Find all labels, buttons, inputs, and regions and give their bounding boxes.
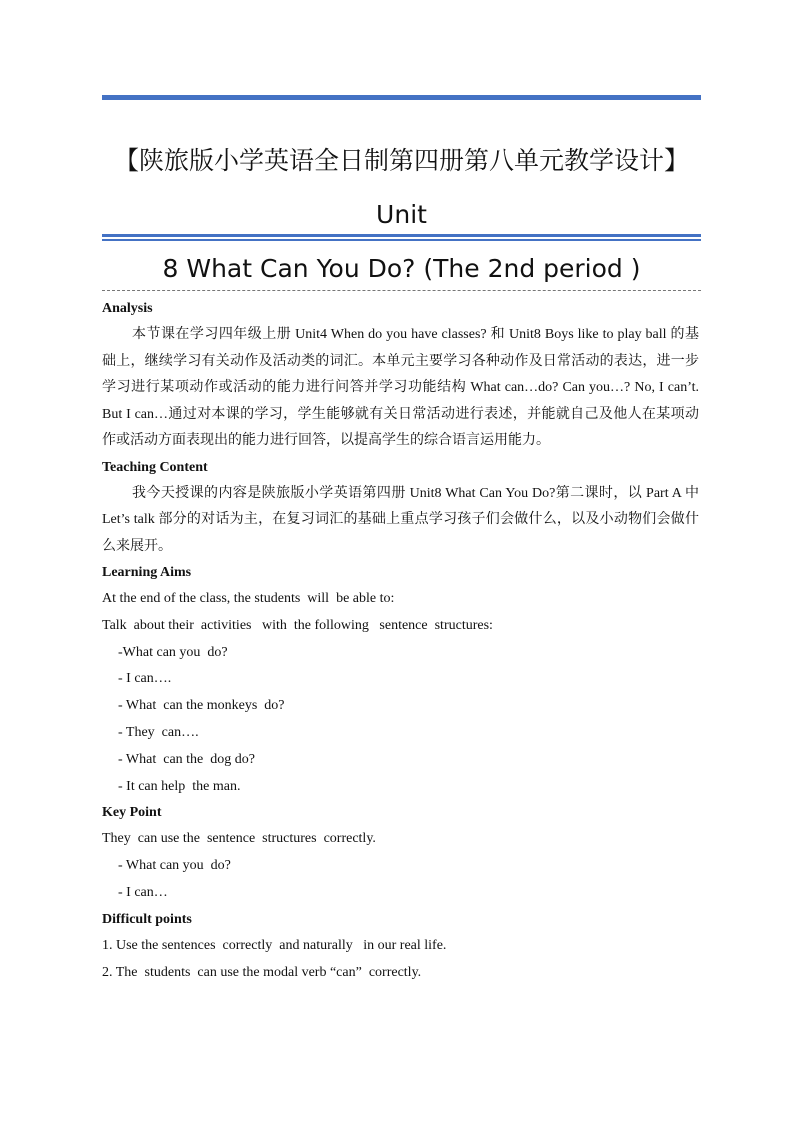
analysis-text: 本节课在学习四年级上册 Unit4 When do you have classes? 和 Unit8 Boys like to play ball 的基础上，继续学习有关动作及活动类的词汇。本单元主要学习各种动作及日常活动的表达，进一步学习进行某项动作或活动的能力进行问答并学习功能结构 What can…do? Can you…? No, I can’t. But I can…通过对本课的学习，学生能够就有关日常活动进行表述，并能就自己及他人在某项动作或活动方面表现出的能力进行回答，以提高学生的综合语言运用能力。 [102,327,699,448]
dashed-divider [102,290,701,291]
teaching-content-text: 我今天授课的内容是陕旅版小学英语第四册 Unit8 What Can You Do?第二课时，以 Part A 中 Let’s talk 部分的对话为主，在复习词汇的基础上重点学习孩子们会做什么，以及小动物们会做什么来展开。 [102,485,699,554]
learning-aims-heading: Learning Aims [102,565,192,580]
analysis-heading: Analysis [102,301,153,316]
list-item: - They can…. [118,724,199,740]
teaching-content-heading: Teaching Content [102,459,208,475]
list-item: 1. Use the sentences correctly and naturally in our real life. [102,937,447,953]
list-item: - I can… [118,884,168,900]
document-title [102,134,701,296]
title-bottom-rule-thin [102,239,701,241]
list-item: 2. The students can use the modal verb “can” correctly. [102,964,422,980]
list-item: - What can the monkeys do? [118,698,285,714]
title-line-2: 8 What Can You Do? (The 2nd period ) [162,254,641,283]
list-item: -What can you do? [118,644,228,660]
difficult-points-heading: Difficult points [102,911,192,927]
learning-aims-intro: At the end of the class, the students will be able to: [102,591,395,606]
key-point-heading: Key Point [102,805,162,821]
learning-aims-structures: Talk about their activities with the following sentence structures: [102,617,493,633]
title-top-rule [102,95,701,100]
list-item: - It can help the man. [118,778,241,794]
list-item: - What can the dog do? [118,751,255,767]
title-line-1: 【陕旅版小学英语全日制第四册第八单元教学设计】Unit [113,146,689,229]
key-point-text: They can use the sentence structures correctly. [102,831,376,847]
list-item: - I can…. [118,671,172,687]
document-body [102,296,699,986]
list-item: - What can you do? [118,858,231,874]
title-bottom-rule [102,234,701,237]
